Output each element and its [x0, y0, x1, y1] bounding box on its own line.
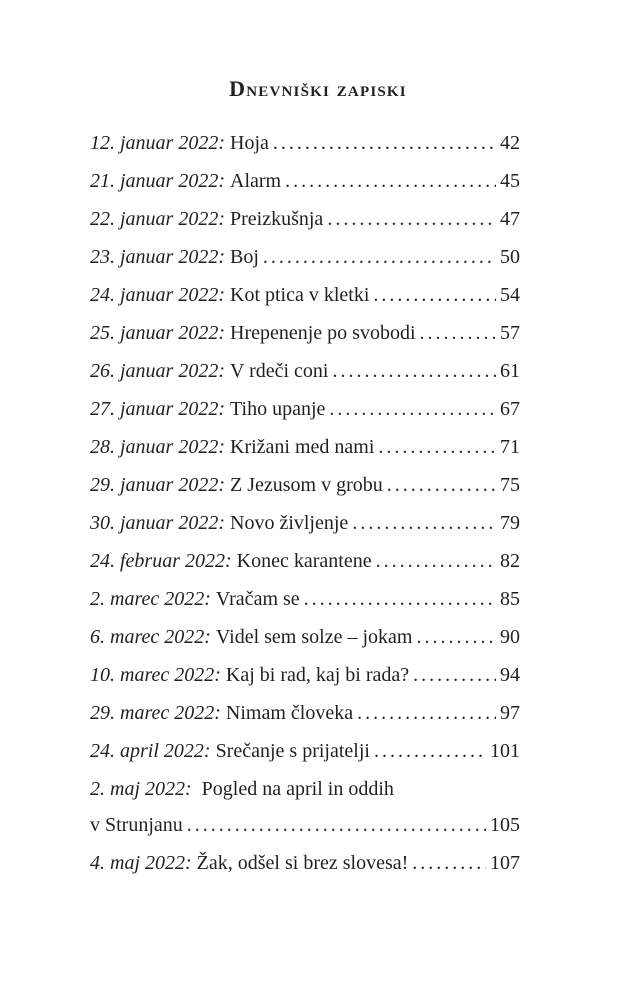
- entry-title: Srečanje s prijatelji: [215, 740, 370, 762]
- dot-leader: [263, 246, 496, 268]
- entry-date: 10. marec 2022:: [90, 664, 221, 686]
- entry-date: 21. januar 2022:: [90, 170, 225, 192]
- dot-leader: [373, 284, 496, 306]
- entry-page-number: 71: [500, 436, 520, 458]
- dot-leader: [374, 740, 486, 762]
- toc-entry[interactable]: [90, 582, 520, 620]
- toc-entry[interactable]: [90, 620, 520, 658]
- entry-page-number: 82: [500, 550, 520, 572]
- entry-title: Konec karantene: [236, 550, 372, 572]
- entry-date: 24. januar 2022:: [90, 284, 225, 306]
- entry-title: Videl sem solze – jokam: [215, 626, 413, 648]
- entry-date: 12. januar 2022:: [90, 132, 225, 154]
- entry-date: 27. januar 2022:: [90, 398, 225, 420]
- entry-title: Z Jezusom v grobu: [230, 474, 383, 496]
- entry-page-number: 61: [500, 360, 520, 382]
- entry-page-number: 54: [500, 284, 520, 306]
- entry-date: 4. maj 2022:: [90, 852, 192, 874]
- entry-title: Križani med nami: [230, 436, 375, 458]
- entry-title: Nimam človeka: [225, 702, 354, 724]
- entry-date: 2. maj 2022:: [90, 778, 192, 800]
- entry-date: 22. januar 2022:: [90, 208, 225, 230]
- entry-title: V rdeči coni: [230, 360, 329, 382]
- entry-page-number: 79: [500, 512, 520, 534]
- dot-leader: [387, 474, 496, 496]
- entry-title: Novo življenje: [230, 512, 349, 534]
- entry-date: 24. april 2022:: [90, 740, 211, 762]
- dot-leader: [333, 360, 497, 382]
- toc-entry[interactable]: [90, 506, 520, 544]
- toc-entry[interactable]: [90, 316, 520, 354]
- entry-title: Žak, odšel si brez slovesa!: [196, 852, 409, 874]
- entry-title: Preizkušnja: [230, 208, 324, 230]
- entry-page-number: 57: [500, 322, 520, 344]
- entry-page-number: 50: [500, 246, 520, 268]
- toc-entry[interactable]: [90, 126, 520, 164]
- entry-title: Vračam se: [215, 588, 300, 610]
- entry-page-number: 94: [500, 664, 520, 686]
- entry-date: 28. januar 2022:: [90, 436, 225, 458]
- toc-entry[interactable]: [90, 392, 520, 430]
- dot-leader: [357, 702, 496, 724]
- entry-date: 26. januar 2022:: [90, 360, 225, 382]
- dot-leader: [273, 132, 496, 154]
- entry-page-number: 42: [500, 132, 520, 154]
- dot-leader: [187, 814, 486, 836]
- toc-entry[interactable]: [90, 734, 520, 772]
- entry-date: 24. februar 2022:: [90, 550, 232, 572]
- entry-page-number: 85: [500, 588, 520, 610]
- entry-title-continued: v Strunjanu: [90, 814, 183, 836]
- toc-entry[interactable]: [90, 544, 520, 582]
- dot-leader: [329, 398, 496, 420]
- entry-page-number: 105: [490, 814, 520, 836]
- dot-leader: [413, 664, 496, 686]
- entry-date: 29. marec 2022:: [90, 702, 221, 724]
- dot-leader: [285, 170, 496, 192]
- dot-leader: [304, 588, 496, 610]
- entry-title: Hoja: [230, 132, 269, 154]
- toc-entry[interactable]: [90, 240, 520, 278]
- toc-entry[interactable]: [90, 164, 520, 202]
- dot-leader: [412, 852, 486, 874]
- entry-page-number: 47: [500, 208, 520, 230]
- entry-title: Tiho upanje: [230, 398, 326, 420]
- entry-page-number: 97: [500, 702, 520, 724]
- toc-entry[interactable]: [90, 278, 520, 316]
- entry-date: 29. januar 2022:: [90, 474, 225, 496]
- toc-entry[interactable]: [90, 468, 520, 506]
- entry-title: Alarm: [230, 170, 282, 192]
- toc-entry[interactable]: [90, 430, 520, 468]
- entry-date: 23. januar 2022:: [90, 246, 225, 268]
- dot-leader: [416, 626, 496, 648]
- toc-entry[interactable]: [90, 658, 520, 696]
- entry-title: Kot ptica v kletki: [230, 284, 370, 306]
- entry-page-number: 101: [490, 740, 520, 762]
- entry-title: Boj: [230, 246, 259, 268]
- toc-entry[interactable]: [90, 696, 520, 734]
- entry-date: 25. januar 2022:: [90, 322, 225, 344]
- dot-leader: [378, 436, 496, 458]
- toc-entry[interactable]: [90, 772, 520, 846]
- entry-page-number: 75: [500, 474, 520, 496]
- section-heading: Dnevniški zapiski: [229, 76, 407, 101]
- entry-date: 30. januar 2022:: [90, 512, 225, 534]
- entry-title: Kaj bi rad, kaj bi rada?: [225, 664, 410, 686]
- entry-page-number: 90: [500, 626, 520, 648]
- entry-page-number: 45: [500, 170, 520, 192]
- dot-leader: [420, 322, 496, 344]
- toc-entry[interactable]: [90, 846, 520, 884]
- entry-date: 2. marec 2022:: [90, 588, 211, 610]
- toc-entry[interactable]: [90, 202, 520, 240]
- entry-date: 6. marec 2022:: [90, 626, 211, 648]
- dot-leader: [376, 550, 496, 572]
- dot-leader: [352, 512, 496, 534]
- toc-entry[interactable]: [90, 354, 520, 392]
- entry-page-number: 67: [500, 398, 520, 420]
- dot-leader: [327, 208, 496, 230]
- table-of-contents: [90, 126, 520, 884]
- entry-title: Pogled na april in oddih: [201, 778, 394, 800]
- entry-page-number: 107: [490, 852, 520, 874]
- entry-title: Hrepenenje po svobodi: [230, 322, 416, 344]
